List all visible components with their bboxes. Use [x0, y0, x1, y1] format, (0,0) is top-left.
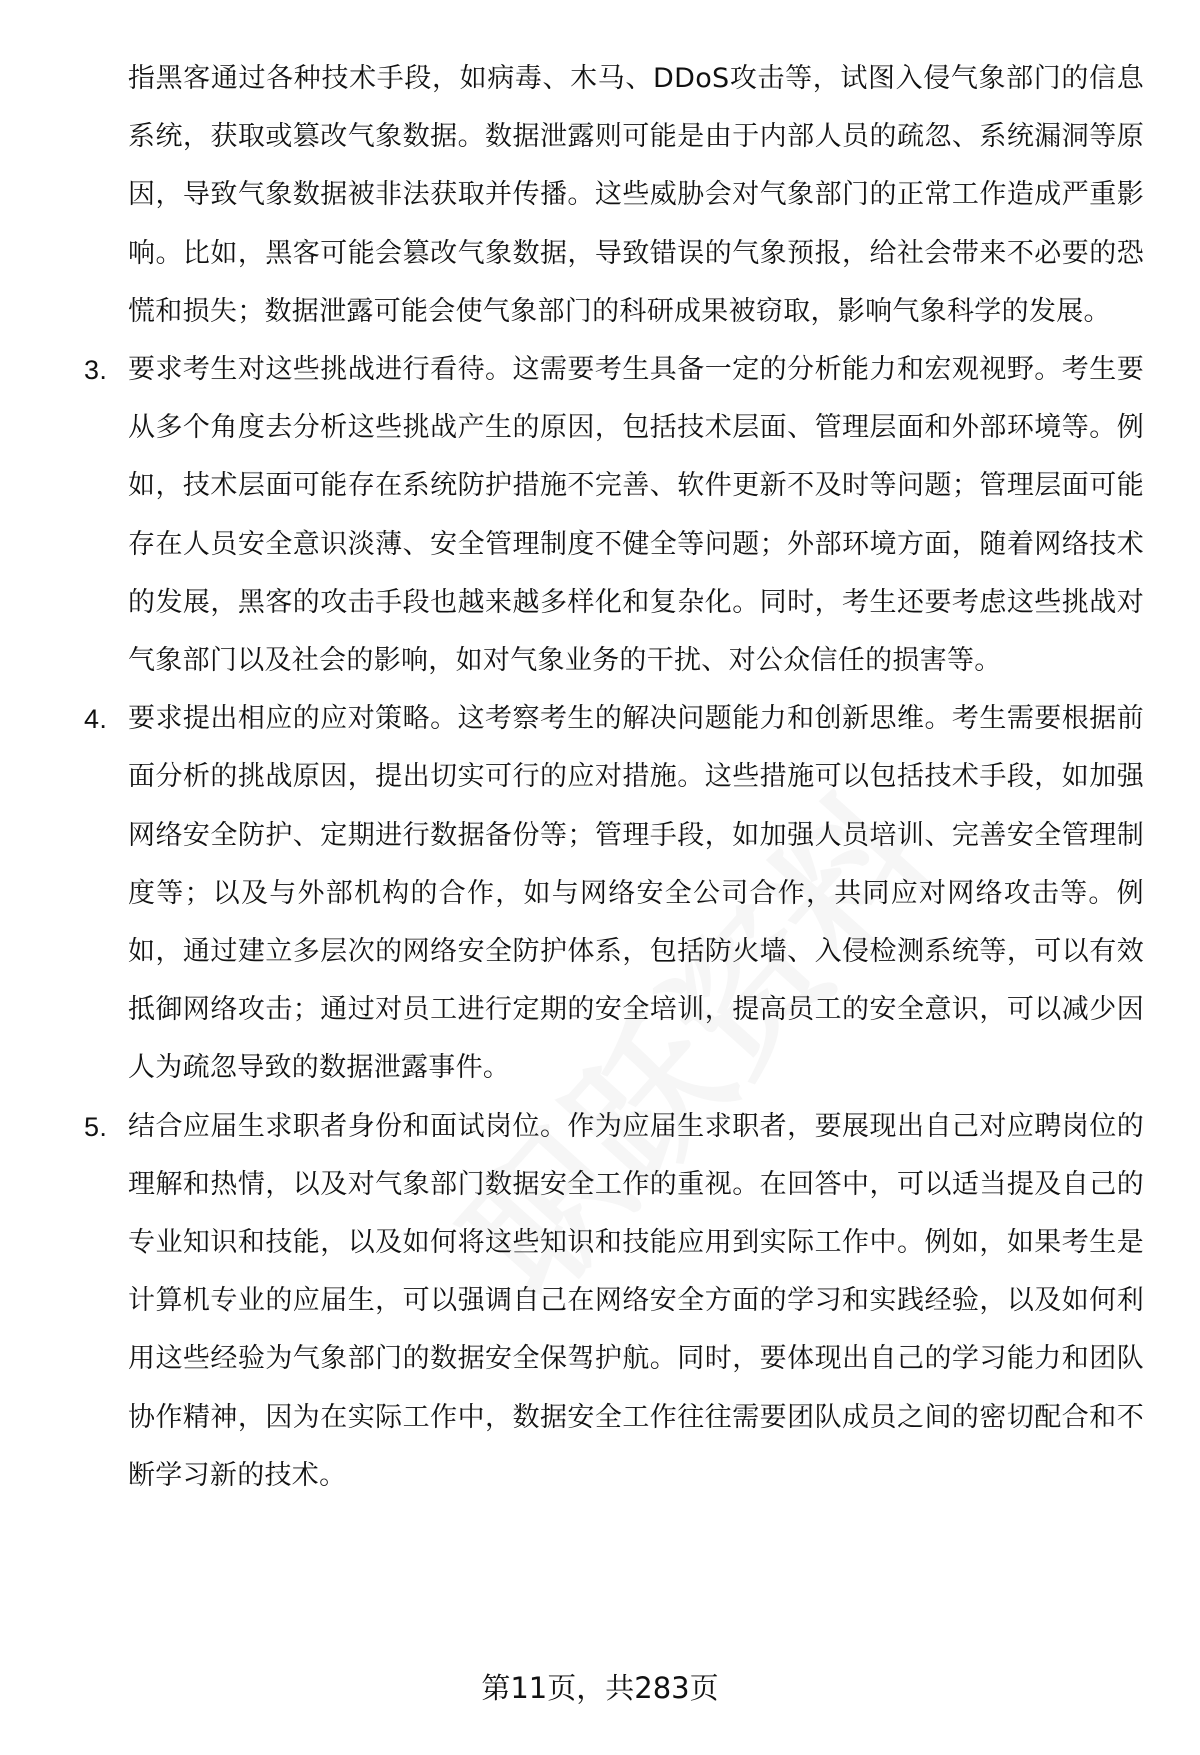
list-item-text: 要求提出相应的应对策略。这考察考生的解决问题能力和创新思维。考生需要根据前面分析的挑战原因，提出切实可行的应对措施。这些措施可以包括技术手段，如加强网络安全防护、定期进行数据备份等；管理手段，如加强人员培训、完善安全管理制度等；以及与外部机构的合作，如与网络安全公司合作，共同应对网络攻击等。例如，通过建立多层次的网络安全防护体系，包括防火墙、入侵检测系统等，可以有效抵御网络攻击；通过对员工进行定期的安全培训，提高员工的安全意识，可以减少因人为疏忽导致的数据泄露事件。 — [128, 703, 1144, 1084]
document-body — [84, 50, 1144, 1505]
list-item — [84, 341, 1144, 690]
list-item-text: 要求考生对这些挑战进行看待。这需要考生具备一定的分析能力和宏观视野。考生要从多个角度去分析这些挑战产生的原因，包括技术层面、管理层面和外部环境等。例如，技术层面可能存在系统防护措施不完善、软件更新不及时等问题；管理层面可能存在人员安全意识淡薄、安全管理制度不健全等问题；外部环境方面，随着网络技术的发展，黑客的攻击手段也越来越多样化和复杂化。同时，考生还要考虑这些挑战对气象部门以及社会的影响，如对气象业务的干扰、对公众信任的损害等。 — [128, 354, 1144, 677]
list-item — [84, 1098, 1144, 1505]
intro-continuation-paragraph: 指黑客通过各种技术手段，如病毒、木马、DDoS攻击等，试图入侵气象部门的信息系统，获取或篡改气象数据。数据泄露则可能是由于内部人员的疏忽、系统漏洞等原因，导致气象数据被非法获取并传播。这些威胁会对气象部门的正常工作造成严重影响。比如，黑客可能会篡改气象数据，导致错误的气象预报，给社会带来不必要的恐慌和损失；数据泄露可能会使气象部门的科研成果被窃取，影响气象科学的发展。 — [128, 63, 1144, 327]
list-item-number: 5. — [84, 1111, 108, 1142]
page-number-footer: 第11页，共283页 — [481, 1671, 719, 1705]
list-item-number: 3. — [84, 355, 108, 386]
list-item-number: 4. — [84, 704, 108, 735]
list-item-text: 结合应届生求职者身份和面试岗位。作为应届生求职者，要展现出自己对应聘岗位的理解和热情，以及对气象部门数据安全工作的重视。在回答中，可以适当提及自己的专业知识和技能，以及如何将这些知识和技能应用到实际工作中。例如，如果考生是计算机专业的应届生，可以强调自己在网络安全方面的学习和实践经验，以及如何利用这些经验为气象部门的数据安全保驾护航。同时，要体现出自己的学习能力和团队协作精神，因为在实际工作中，数据安全工作往往需要团队成员之间的密切配合和不断学习新的技术。 — [128, 1110, 1144, 1491]
list-item — [84, 690, 1144, 1097]
